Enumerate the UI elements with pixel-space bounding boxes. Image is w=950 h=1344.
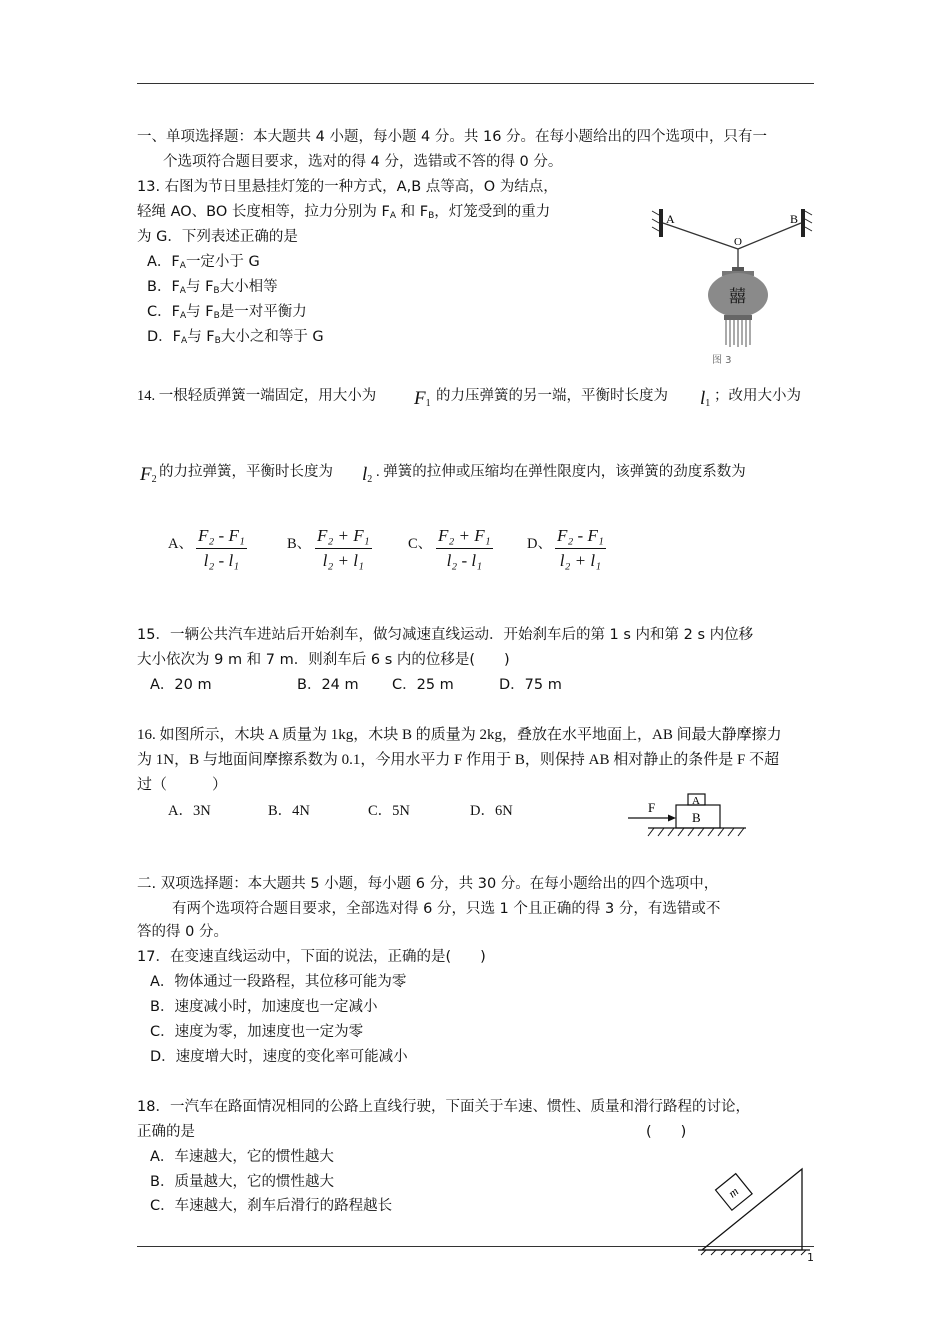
q16-option-d[interactable]: D．6N [470, 803, 513, 819]
q13-stem-line3: 为 G．下列表述正确的是 [137, 229, 298, 245]
fraction-numerator: F₂ + F₁ [315, 526, 372, 549]
q14-option-c-label[interactable]: C、 [408, 536, 433, 552]
q18-option-b[interactable]: B．质量越大，它的惯性越大 [150, 1174, 334, 1190]
q14-var-f1: $F_1$ [414, 388, 431, 409]
q18-answer-blank[interactable]: ( ) [646, 1124, 687, 1140]
q15-option-b[interactable]: B．24 m [297, 677, 359, 693]
fraction-denominator: l₂ - l₁ [446, 551, 482, 570]
q13-option-b[interactable]: B．$F_A$与 $F_B$大小相等 [147, 279, 278, 296]
q14-stem-line2b: . 弹簧的拉伸或压缩均在弹性限度内，该弹簧的劲度系数为 [376, 464, 746, 480]
q17-option-c[interactable]: C．速度为零，加速度也一定为零 [150, 1024, 364, 1040]
q16-option-c[interactable]: C．5N [368, 803, 410, 819]
q13-stem-line2: 轻绳 AO、BO 长度相等，拉力分别为 $F_A$ 和 $F_B$，灯笼受到的重力 [137, 204, 551, 221]
q14-option-b-fraction[interactable] [315, 526, 372, 571]
q14-option-a-fraction[interactable] [196, 526, 247, 571]
fraction-denominator: l₂ + l₁ [559, 551, 601, 570]
q15-option-a[interactable]: A．20 m [150, 677, 212, 693]
fig-mass-label: m [725, 1184, 742, 1201]
q18-option-a[interactable]: A．车速越大，它的惯性越大 [150, 1149, 334, 1165]
q16-option-a[interactable]: A．3N [168, 803, 211, 819]
fig-label-b: B [790, 212, 799, 226]
q18-option-c[interactable]: C．车速越大，刹车后滑行的路程越长 [150, 1198, 393, 1214]
q13-option-a[interactable]: A．$F_A$一定小于 G [147, 254, 260, 271]
q13-option-c[interactable]: C．$F_A$与 $F_B$是一对平衡力 [147, 304, 307, 321]
fraction-denominator: l₂ - l₁ [203, 551, 240, 570]
fraction-denominator: l₂ + l₁ [322, 551, 364, 570]
section1-heading-cont: 个选项符合题目要求，选对的得 4 分，选错或不答的得 0 分。 [163, 154, 563, 170]
q14-stem-line1: 14. 一根轻质弹簧一端固定，用大小为 [137, 388, 377, 404]
q13-stem-line1: 13. 右图为节日里悬挂灯笼的一种方式，A,B 点等高，O 为结点， [137, 179, 558, 195]
q14-var-l1: $l_1$ [700, 388, 711, 409]
fraction-numerator: F₂ - F₁ [196, 526, 247, 549]
q17-option-a[interactable]: A．物体通过一段路程，其位移可能为零 [150, 974, 407, 990]
fig-label-o: O [734, 236, 742, 248]
fig-block-a: A [692, 795, 700, 807]
blocks-figure [628, 790, 753, 845]
q15-stem-line1: 15．一辆公共汽车进站后开始刹车，做匀减速直线运动．开始刹车后的第 1 s 内和第 2 s 内位移 [137, 627, 754, 643]
q14-var-f2: $F_2$ [140, 464, 157, 485]
section2-heading-cont1: 有两个选项符合题目要求，全部选对得 6 分，只选 1 个且正确的得 3 分，有选错或不 [172, 901, 721, 917]
q15-option-d[interactable]: D．75 m [499, 677, 562, 693]
q16-stem-line3: 过（ ） [137, 777, 228, 793]
fig-block-b: B [692, 810, 701, 825]
incline-figure [698, 1165, 813, 1257]
fig-caption: 图 3 [712, 355, 732, 366]
page-number: 1 [807, 1251, 814, 1264]
q16-option-b[interactable]: B．4N [268, 803, 310, 819]
q17-option-b[interactable]: B．速度减小时，加速度也一定减小 [150, 999, 378, 1015]
lantern-figure [650, 205, 820, 365]
q14-stem-line2: 的力拉弹簧，平衡时长度为 [159, 464, 333, 480]
section1-heading: 一、单项选择题：本大题共 4 小题，每小题 4 分。共 16 分。在每小题给出的四个选项中，只有一 [137, 129, 768, 145]
q14-option-d-fraction[interactable] [555, 526, 606, 571]
q14-stem-line1b: 的力压弹簧的另一端，平衡时长度为 [436, 388, 668, 404]
fig-force-label: F [648, 800, 656, 815]
q16-stem-line2: 为 1N，B 与地面间摩擦系数为 0.1，今用水平力 F 作用于 B，则保持 AB 相对静止的条件是 F 不超 [137, 752, 780, 768]
q17-option-d[interactable]: D．速度增大时，速度的变化率可能减小 [150, 1049, 408, 1065]
q14-option-d-label[interactable]: D、 [527, 536, 552, 552]
q15-stem-line2: 大小依次为 9 m 和 7 m．则刹车后 6 s 内的位移是( ) [137, 652, 510, 668]
q16-stem-line1: 16. 如图所示，木块 A 质量为 1kg，木块 B 的质量为 2kg，叠放在水平地面上，AB 间最大静摩擦力 [137, 727, 782, 743]
section2-heading: 二. 双项选择题：本大题共 5 小题，每小题 6 分，共 30 分。在每小题给出的四个选项中， [137, 876, 719, 892]
section2-heading-cont2: 答的得 0 分。 [137, 924, 228, 940]
header-rule [137, 83, 814, 84]
q14-option-a-label[interactable]: A、 [168, 536, 193, 552]
fraction-numerator: F₂ + F₁ [436, 526, 493, 549]
q14-option-b-label[interactable]: B、 [287, 536, 312, 552]
q13-option-d[interactable]: D．$F_A$与 $F_B$大小之和等于 G [147, 329, 324, 346]
q14-stem-line1c: ；改用大小为 [714, 388, 801, 404]
fraction-numerator: F₂ - F₁ [555, 526, 606, 549]
q18-stem-line2: 正确的是 [137, 1124, 195, 1140]
fig-label-a: A [666, 212, 675, 226]
lantern-character: 囍 [729, 287, 746, 307]
q17-stem: 17．在变速直线运动中，下面的说法，正确的是( ) [137, 949, 486, 965]
q18-stem-line1: 18．一汽车在路面情况相同的公路上直线行驶，下面关于车速、惯性、质量和滑行路程的讨论， [137, 1099, 750, 1115]
q14-var-l2: $l_2$ [362, 464, 373, 485]
q15-option-c[interactable]: C．25 m [392, 677, 454, 693]
q14-option-c-fraction[interactable] [436, 526, 493, 571]
